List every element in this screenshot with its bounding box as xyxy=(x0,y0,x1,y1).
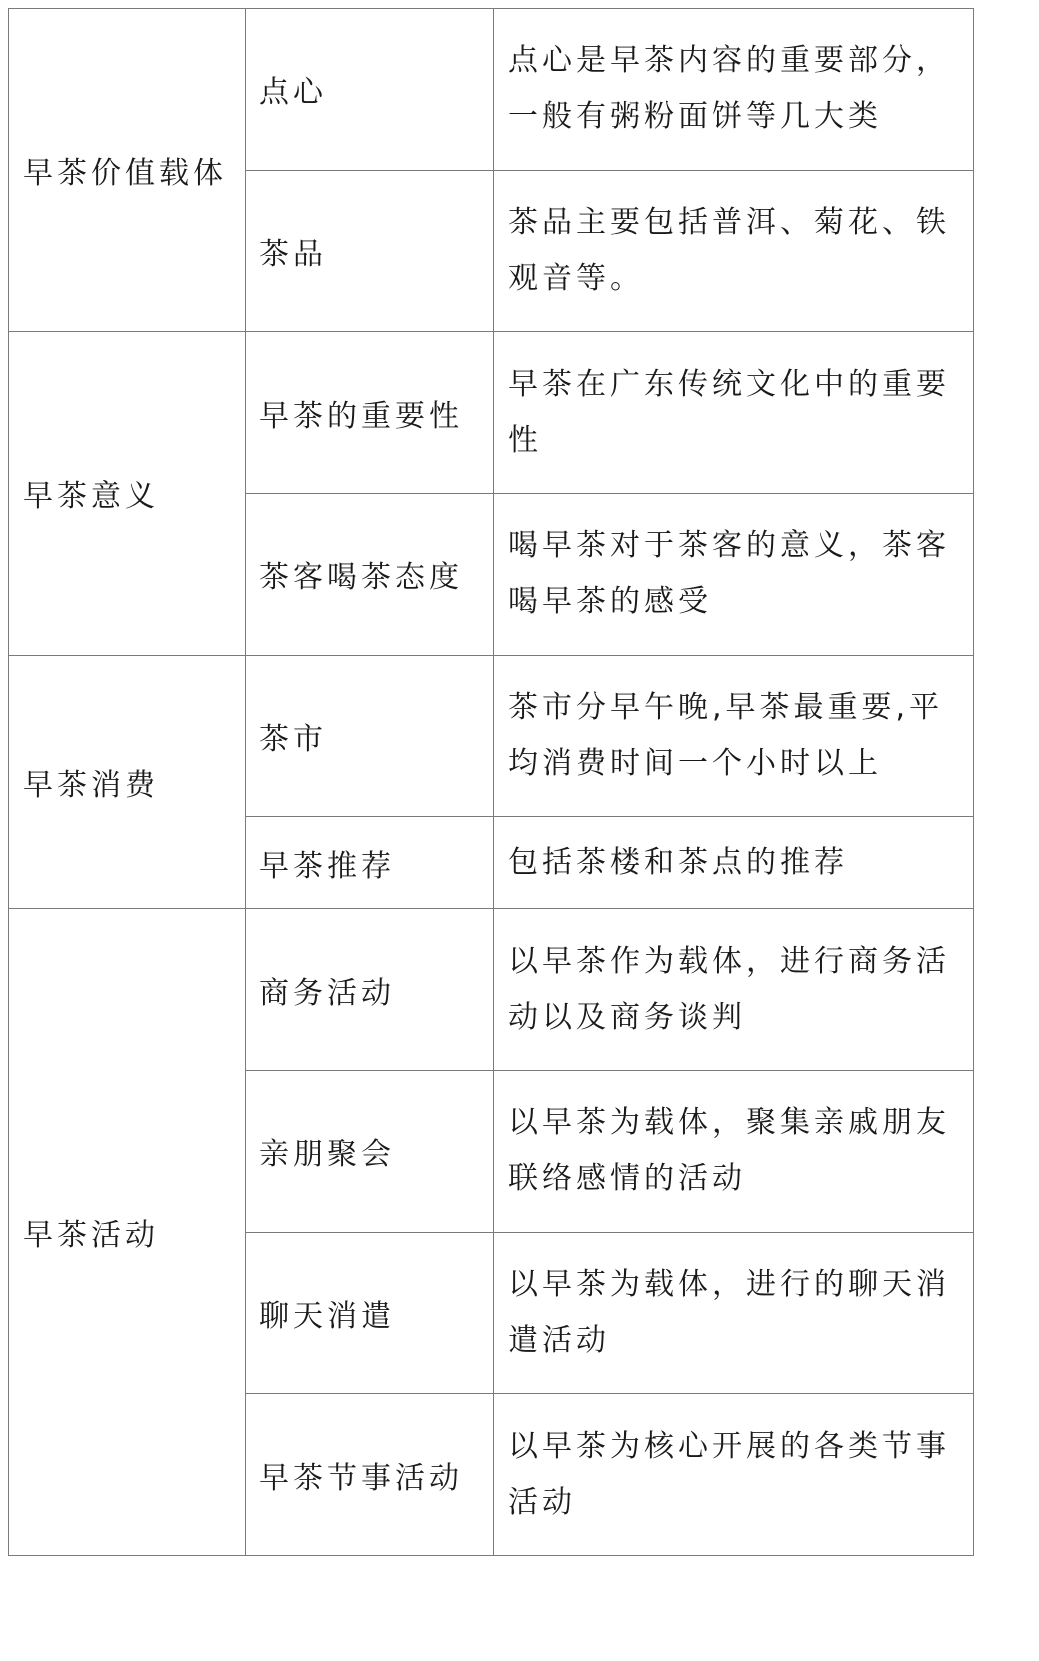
item-cell: 点心 xyxy=(246,9,494,171)
description-cell: 以早茶为载体，进行的聊天消遣活动 xyxy=(494,1232,974,1394)
description-cell: 喝早茶对于茶客的意义，茶客喝早茶的感受 xyxy=(494,493,974,655)
table-row xyxy=(9,655,974,817)
table-row xyxy=(9,332,974,494)
item-cell: 茶市 xyxy=(246,655,494,817)
item-cell: 聊天消遣 xyxy=(246,1232,494,1394)
early-tea-table xyxy=(8,8,974,1556)
description-cell: 以早茶作为载体，进行商务活动以及商务谈判 xyxy=(494,909,974,1071)
description-cell: 早茶在广东传统文化中的重要性 xyxy=(494,332,974,494)
item-cell: 早茶节事活动 xyxy=(246,1394,494,1556)
description-cell: 以早茶为核心开展的各类节事活动 xyxy=(494,1394,974,1556)
item-cell: 早茶推荐 xyxy=(246,817,494,909)
description-cell: 茶品主要包括普洱、菊花、铁观音等。 xyxy=(494,170,974,332)
description-cell: 茶市分早午晚,早茶最重要,平均消费时间一个小时以上 xyxy=(494,655,974,817)
description-cell: 点心是早茶内容的重要部分，一般有粥粉面饼等几大类 xyxy=(494,9,974,171)
category-cell: 早茶价值载体 xyxy=(9,9,246,332)
category-cell: 早茶活动 xyxy=(9,909,246,1556)
table-row xyxy=(9,909,974,1071)
item-cell: 亲朋聚会 xyxy=(246,1071,494,1233)
item-cell: 商务活动 xyxy=(246,909,494,1071)
description-cell: 包括茶楼和茶点的推荐 xyxy=(494,817,974,909)
category-cell: 早茶消费 xyxy=(9,655,246,909)
item-cell: 茶品 xyxy=(246,170,494,332)
description-cell: 以早茶为载体，聚集亲戚朋友联络感情的活动 xyxy=(494,1071,974,1233)
item-cell: 早茶的重要性 xyxy=(246,332,494,494)
category-cell: 早茶意义 xyxy=(9,332,246,655)
table-row xyxy=(9,9,974,171)
item-cell: 茶客喝茶态度 xyxy=(246,493,494,655)
